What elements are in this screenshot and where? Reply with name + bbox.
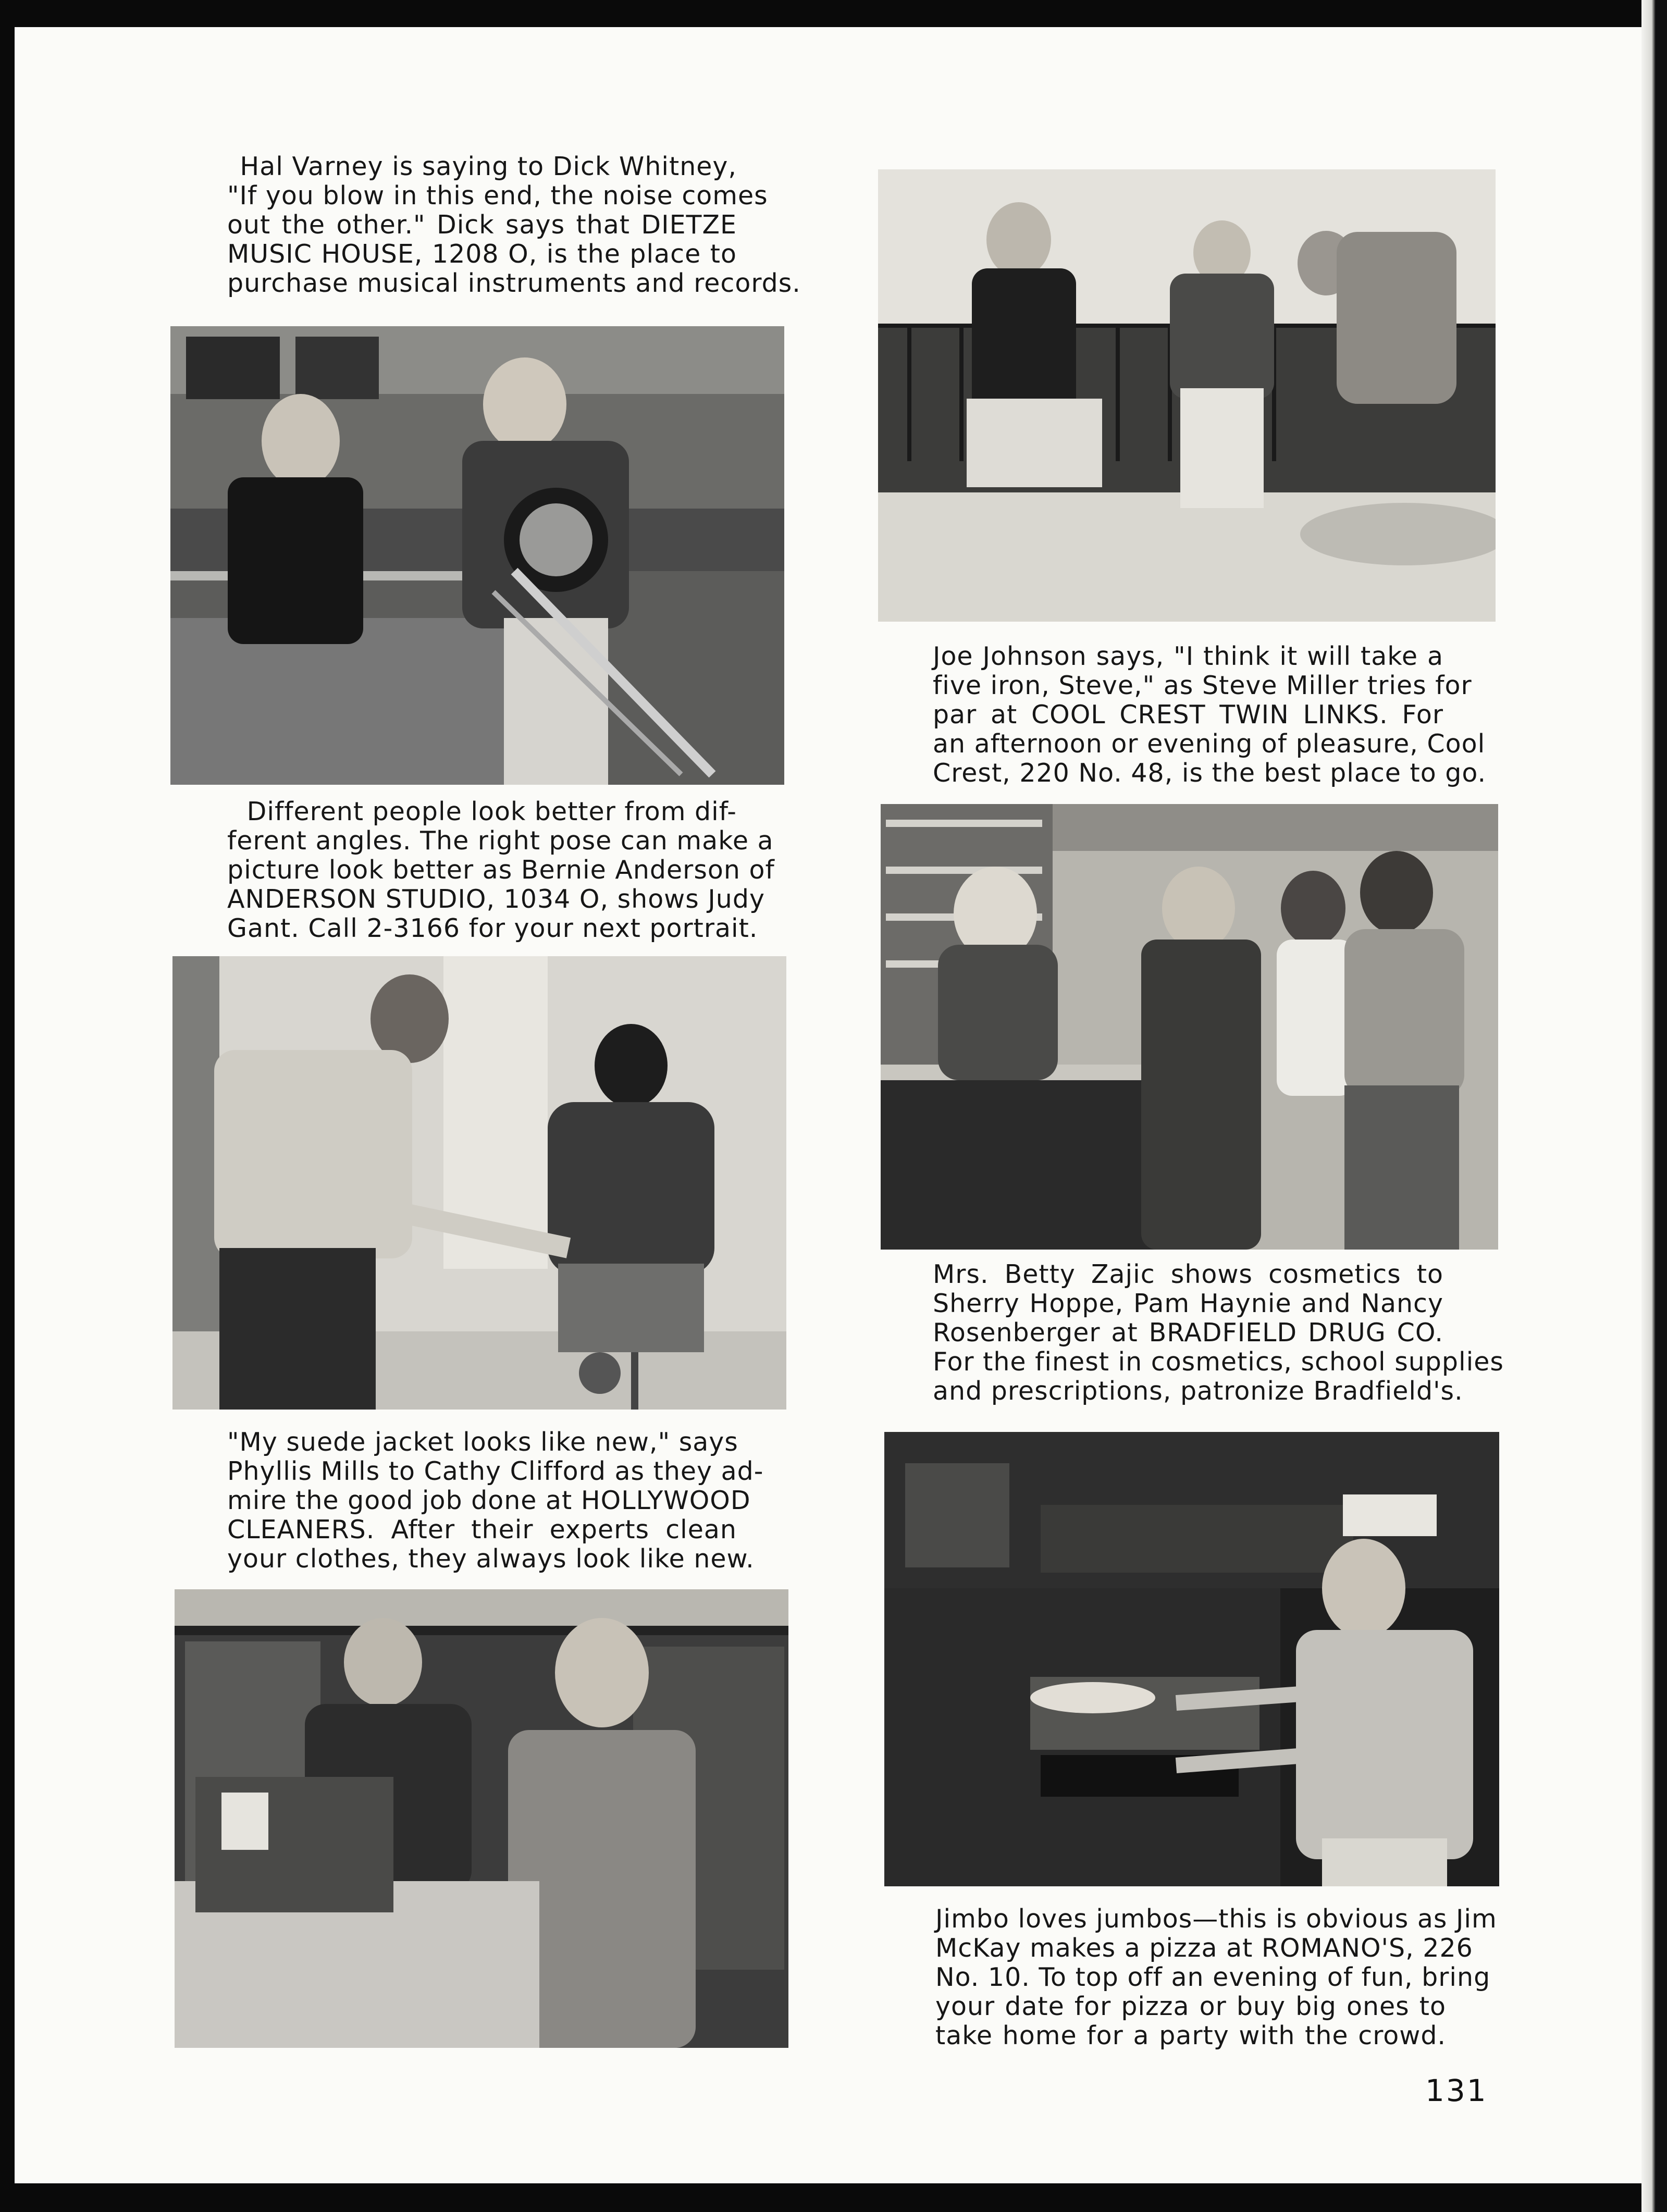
caption-romanos [935,1904,1497,2050]
cleaners-illustration [175,1589,788,2048]
photo-portrait-studio [172,956,786,1410]
scan-border-left [0,0,15,2212]
page-number: 131 [1425,2073,1488,2108]
drug-store-illustration [881,804,1498,1250]
caption-line: MUSIC HOUSE, 1208 O, is the place to [227,239,737,269]
caption-bradfield-drug [933,1259,1504,1406]
caption-line: "My suede jacket looks like new," says [227,1427,738,1457]
caption-line: ANDERSON STUDIO, 1034 O, shows Judy [227,884,765,914]
scan-border-top [0,0,1667,27]
scan-border-bottom [0,2183,1667,2212]
pizza-oven-illustration [884,1432,1499,1886]
caption-line: McKay makes a pizza at ROMANO'S, 226 [935,1933,1473,1963]
caption-dietze-music-house [227,152,801,298]
caption-anderson-studio [227,797,775,943]
caption-line: purchase musical instruments and records. [227,268,801,298]
caption-line: Rosenberger at BRADFIELD DRUG CO. [933,1318,1443,1348]
caption-line: out the other." Dick says that DIETZE [227,210,737,240]
caption-line: Mrs. Betty Zajic shows cosmetics to [933,1259,1443,1289]
caption-line: picture look better as Bernie Anderson of [227,855,775,885]
caption-line: No. 10. To top off an evening of fun, bring [935,1962,1491,1992]
caption-line: mire the good job done at HOLLYWOOD [227,1486,751,1515]
caption-cool-crest [933,641,1487,788]
caption-line: Joe Johnson says, "I think it will take a [933,641,1443,671]
caption-line: your clothes, they always look like new. [227,1544,755,1574]
caption-line: ferent angles. The right pose can make a [227,826,774,856]
caption-line: par at COOL CREST TWIN LINKS. For [933,700,1443,730]
caption-line: an afternoon or evening of pleasure, Cool [933,729,1486,759]
caption-hollywood-cleaners [227,1427,764,1574]
caption-line: Different people look better from dif- [246,797,737,826]
portrait-studio-illustration [172,956,786,1410]
photo-cleaners [175,1589,788,2048]
photo-drug-store [881,804,1498,1250]
book-spine-edge [1641,0,1667,2212]
caption-line: Gant. Call 2-3166 for your next portrait. [227,913,758,943]
caption-line: CLEANERS. After their experts clean [227,1515,737,1544]
mini-golf-illustration [878,169,1496,622]
caption-line: Phyllis Mills to Cathy Clifford as they ad- [227,1456,764,1486]
caption-line: Sherry Hoppe, Pam Haynie and Nancy [933,1289,1443,1318]
caption-line: Hal Varney is saying to Dick Whitney, [240,152,737,181]
caption-line: five iron, Steve," as Steve Miller tries for [933,671,1472,700]
caption-line: For the finest in cosmetics, school supplies [933,1347,1504,1377]
photo-mini-golf [878,169,1496,622]
caption-line: Jimbo loves jumbos—this is obvious as Jim [935,1904,1497,1934]
photo-music-store [170,326,784,785]
caption-line: your date for pizza or buy big ones to [935,1992,1446,2021]
caption-line: and prescriptions, patronize Bradfield's. [933,1376,1463,1406]
caption-line: take home for a party with the crowd. [935,2021,1446,2050]
caption-line: Crest, 220 No. 48, is the best place to go. [933,758,1487,788]
photo-pizza-oven [884,1432,1499,1886]
caption-line: "If you blow in this end, the noise comes [227,181,768,211]
music-store-illustration [170,326,784,785]
